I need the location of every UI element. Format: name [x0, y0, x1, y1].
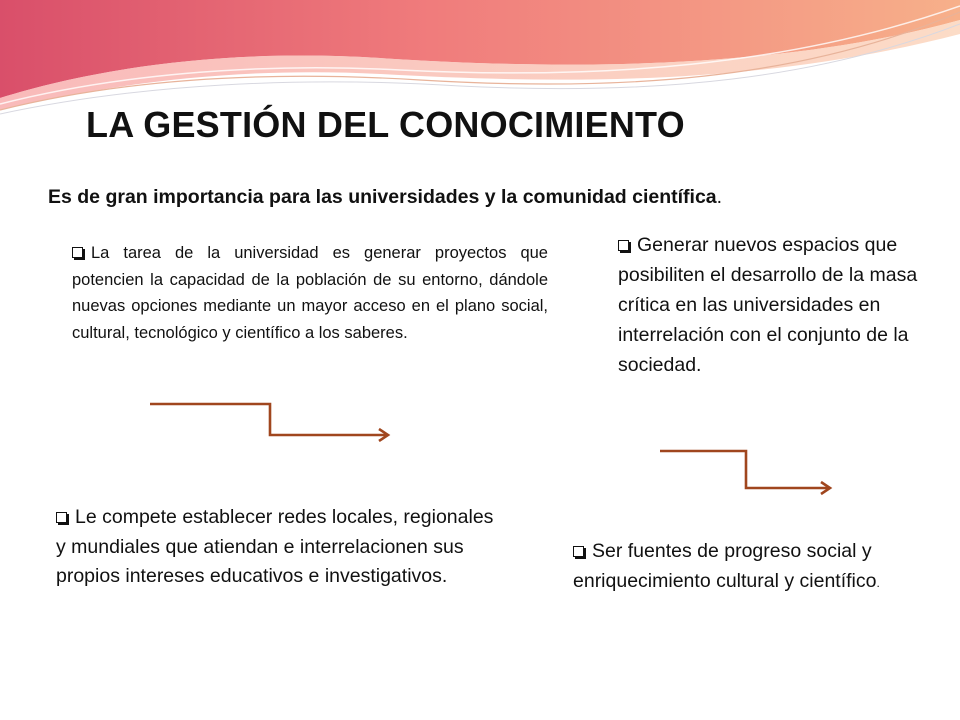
list-item-tarea-universidad [72, 240, 548, 346]
subtitle-text: Es de gran importancia para las universidades y la comunidad científica [48, 186, 717, 208]
elbow-arrow-icon [658, 444, 838, 496]
checkbox-bullet-icon [56, 512, 67, 523]
list-item-text: Le compete establecer redes locales, regionales y mundiales que atiendan e interrelacionen sus propios intereses educativos e investigativos. [56, 506, 494, 587]
list-item-text: Ser fuentes de progreso social y enriquecimiento cultural y científico [573, 540, 877, 592]
list-item-period: . [876, 575, 880, 590]
list-item-fuentes-progreso [573, 537, 933, 598]
list-item-nuevos-espacios [618, 230, 928, 380]
checkbox-bullet-icon [573, 546, 584, 557]
list-item-text: La tarea de la universidad es generar proyectos que potencien la capacidad de la población de su entorno, dándole nuevas opciones mediante un mayor acceso en el plano social, cultural, tecnológico y científico a los saberes. [72, 244, 548, 342]
subtitle [48, 186, 722, 209]
subtitle-period: . [716, 186, 723, 208]
elbow-arrow-icon [148, 398, 398, 442]
list-item-redes [56, 503, 496, 592]
list-item-text: Generar nuevos espacios que posibiliten el desarrollo de la masa crítica en las universidades en interrelación con el conjunto de la sociedad. [618, 234, 918, 376]
page-title: LA GESTIÓN DEL CONOCIMIENTO [86, 104, 685, 145]
checkbox-bullet-icon [618, 240, 629, 251]
checkbox-bullet-icon [72, 247, 83, 258]
